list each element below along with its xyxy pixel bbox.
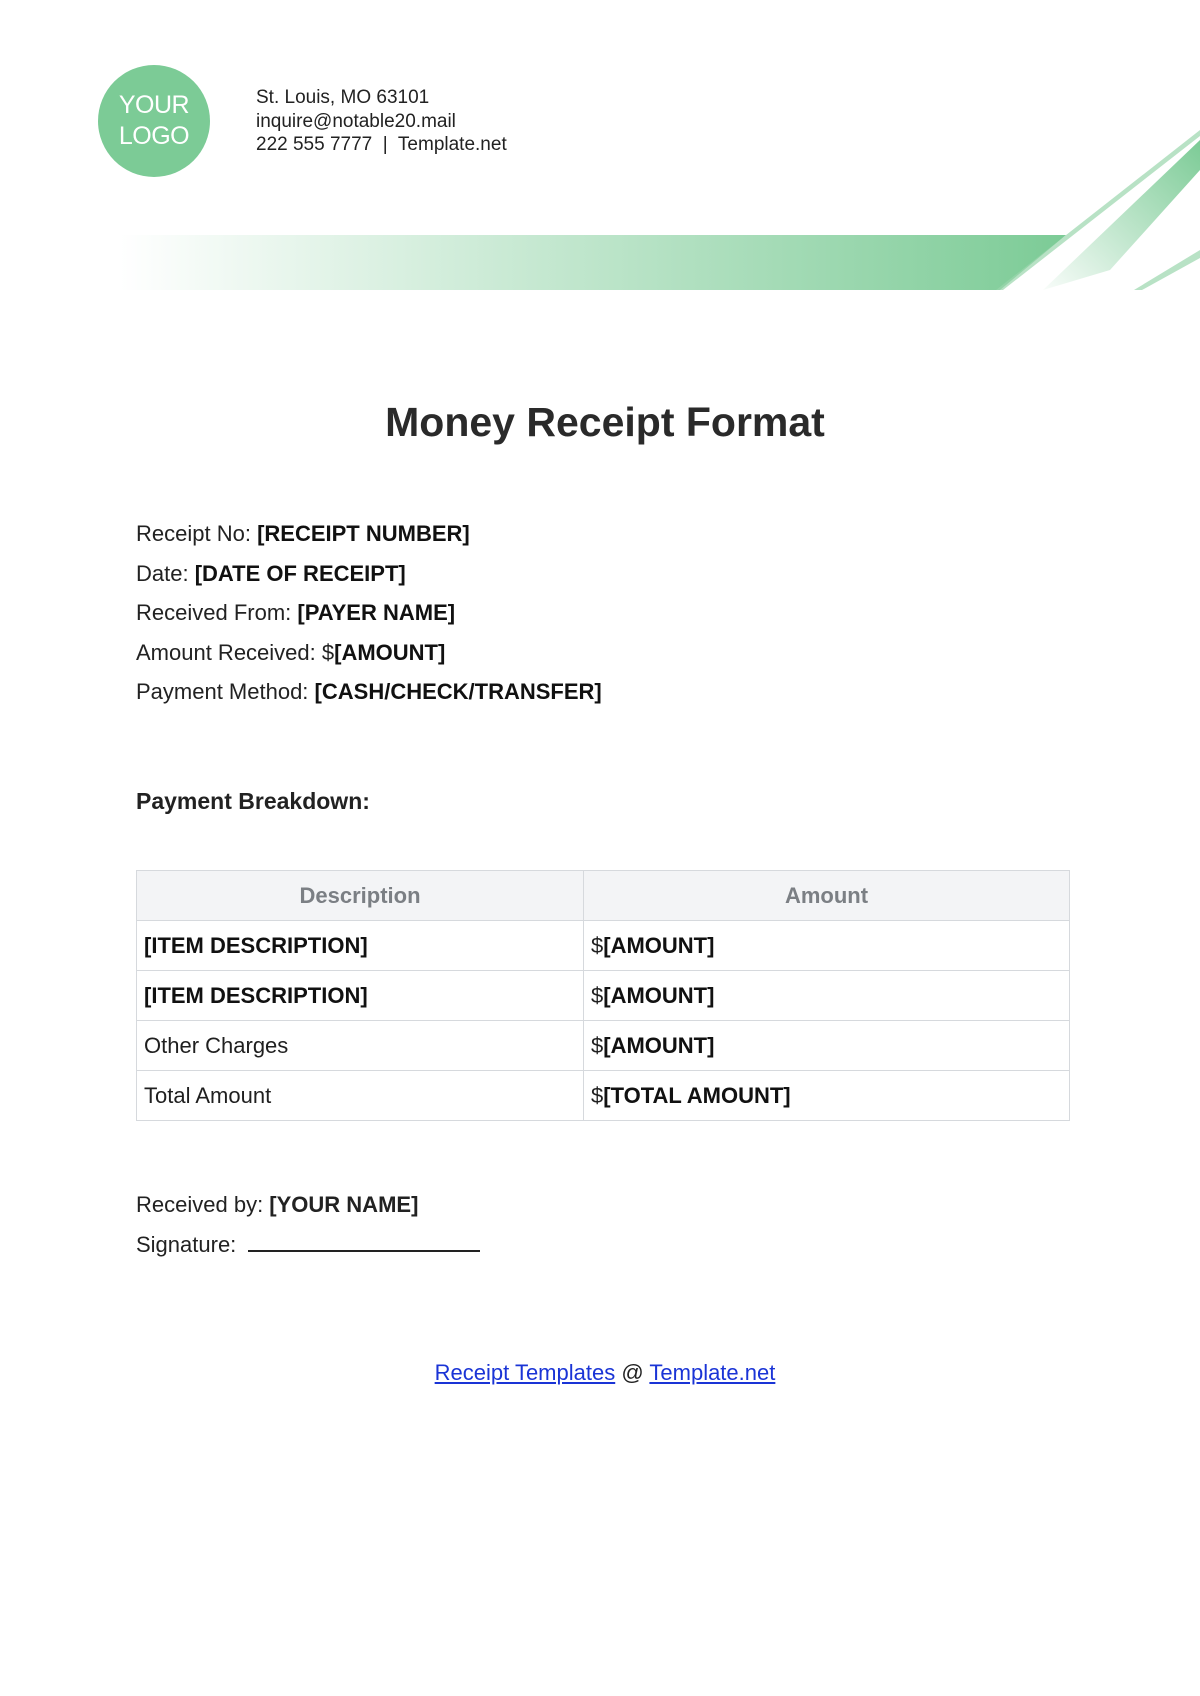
cell-amount: $[AMOUNT] xyxy=(584,1021,1070,1071)
footer xyxy=(0,1360,1200,1386)
band-diagonal-small xyxy=(1134,250,1200,290)
payment-breakdown-table xyxy=(136,870,1070,1121)
table-row xyxy=(137,921,1070,971)
cell-amount: $[TOTAL AMOUNT] xyxy=(584,1071,1070,1121)
cell-amount: $[AMOUNT] xyxy=(584,921,1070,971)
cell-amount: $[AMOUNT] xyxy=(584,971,1070,1021)
receipt-fields xyxy=(136,517,602,715)
template-net-link[interactable]: Template.net xyxy=(649,1360,776,1385)
cell-description: [ITEM DESCRIPTION] xyxy=(137,971,584,1021)
field-received-from: Received From: [PAYER NAME] xyxy=(136,600,456,625)
address: St. Louis, MO 63101 xyxy=(256,87,430,108)
table-row-total xyxy=(137,1071,1070,1121)
field-date: Date: [DATE OF RECEIPT] xyxy=(136,560,406,586)
header-decorative-band xyxy=(0,130,1200,300)
email: inquire@notable20.mail xyxy=(256,110,456,132)
field-payment-method: Payment Method: [CASH/CHECK/TRANSFER] xyxy=(136,679,602,704)
cell-description: [ITEM DESCRIPTION] xyxy=(137,921,584,971)
phone-website: 222 555 7777 | Template.net xyxy=(256,134,507,155)
table-header-row xyxy=(137,871,1070,921)
footer-separator: @ xyxy=(615,1360,650,1385)
table-row xyxy=(137,1021,1070,1071)
field-receipt-no: Receipt No: [RECEIPT NUMBER] xyxy=(136,521,470,546)
received-by: Received by: [YOUR NAME] xyxy=(136,1192,419,1217)
page-title: Money Receipt Format xyxy=(385,399,825,445)
column-header-amount: Amount xyxy=(584,871,1070,921)
field-amount-received: Amount Received: $[AMOUNT] xyxy=(136,639,446,665)
signature-row: Signature: xyxy=(136,1228,480,1268)
cell-description: Other Charges xyxy=(137,1021,584,1071)
band-stripe xyxy=(120,235,1066,290)
table-row xyxy=(137,971,1070,1021)
logo-line-1: YOUR xyxy=(118,91,190,119)
receipt-templates-link[interactable]: Receipt Templates xyxy=(434,1360,616,1385)
logo-line-2: LOGO xyxy=(118,122,190,150)
section-heading-payment-breakdown: Payment Breakdown: xyxy=(136,788,370,814)
signoff-block xyxy=(136,1188,480,1267)
column-header-description: Description xyxy=(137,871,584,921)
signature-line[interactable] xyxy=(248,1228,480,1252)
cell-description: Total Amount xyxy=(137,1071,584,1121)
